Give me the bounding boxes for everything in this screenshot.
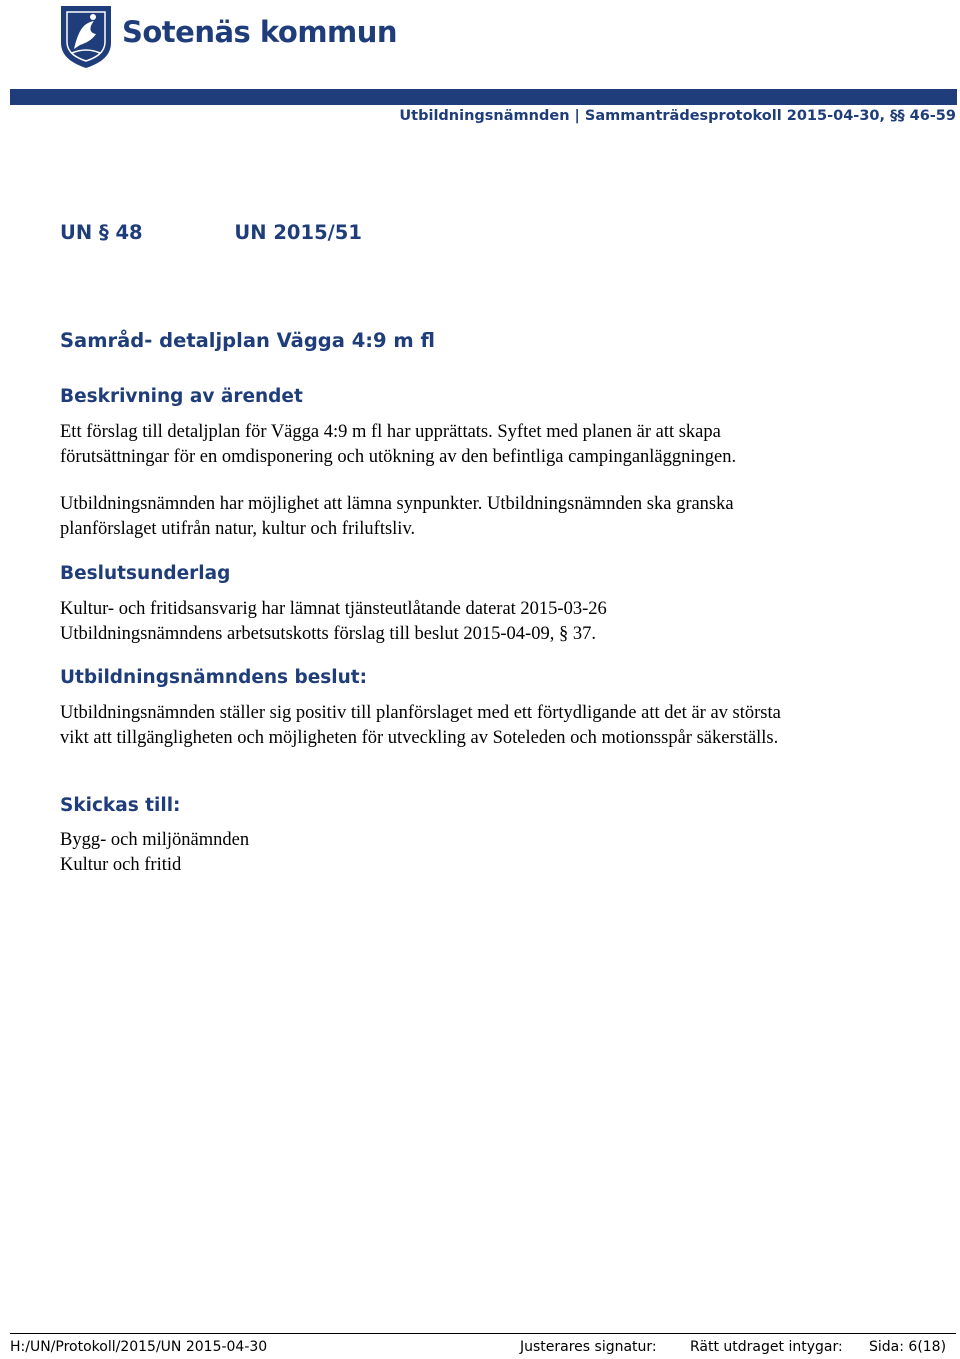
description-paragraph-1 [60,420,920,469]
text-line: vikt att tillgängligheten och möjligheten för utveckling av Soteleden och motionsspår säkerställs. [60,727,779,748]
page-title: Samråd- detaljplan Vägga 4:9 m fl [60,329,435,352]
footer-signature: Justerares signatur: [520,1339,657,1355]
header-bar [10,89,957,105]
text-line: planförslaget utifrån natur, kultur och friluftsliv. [60,518,416,539]
basis-list [60,597,920,646]
text-line: Utbildningsnämndens arbetsutskotts förslag till beslut 2015-04-09, § 37. [60,623,596,644]
case-paragraph: UN § 48 [60,221,143,244]
text-line: Utbildningsnämnden har möjlighet att lämna synpunkter. Utbildningsnämnden ska granska [60,494,734,514]
description-heading: Beskrivning av ärendet [60,386,303,407]
description-paragraph-2 [60,492,920,541]
crest-icon [58,3,114,69]
footer-rule [10,1333,956,1334]
sent-to-list [60,828,920,877]
recipient: Bygg- och miljönämnden [60,830,250,850]
basis-heading: Beslutsunderlag [60,563,231,584]
text-line: Kultur- och fritidsansvarig har lämnat tjänsteutlåtande daterat 2015-03-26 [60,599,607,619]
footer-path: H:/UN/Protokoll/2015/UN 2015-04-30 [10,1339,268,1355]
case-reference [60,221,362,244]
text-line: förutsättningar för en omdisponering och utökning av den befintliga campinganläggningen. [60,446,737,467]
footer-certified: Rätt utdraget intygar: [690,1339,843,1355]
logo-text: Sotenäs kommun [122,15,398,49]
sent-to-heading: Skickas till: [60,795,181,816]
recipient: Kultur och fritid [60,854,182,875]
decision-heading: Utbildningsnämndens beslut: [60,667,368,688]
case-number: UN 2015/51 [234,221,362,244]
protocol-header: Utbildningsnämnden | Sammanträdesprotokoll 2015-04-30, §§ 46-59 [399,108,956,124]
logo [58,3,398,69]
decision-text [60,701,920,750]
text-line: Utbildningsnämnden ställer sig positiv till planförslaget med ett förtydligande att det är av största [60,703,781,723]
text-line: Ett förslag till detaljplan för Vägga 4:9 m fl har upprättats. Syftet med planen är att skapa [60,422,721,442]
footer-page-number: Sida: 6(18) [869,1339,947,1355]
